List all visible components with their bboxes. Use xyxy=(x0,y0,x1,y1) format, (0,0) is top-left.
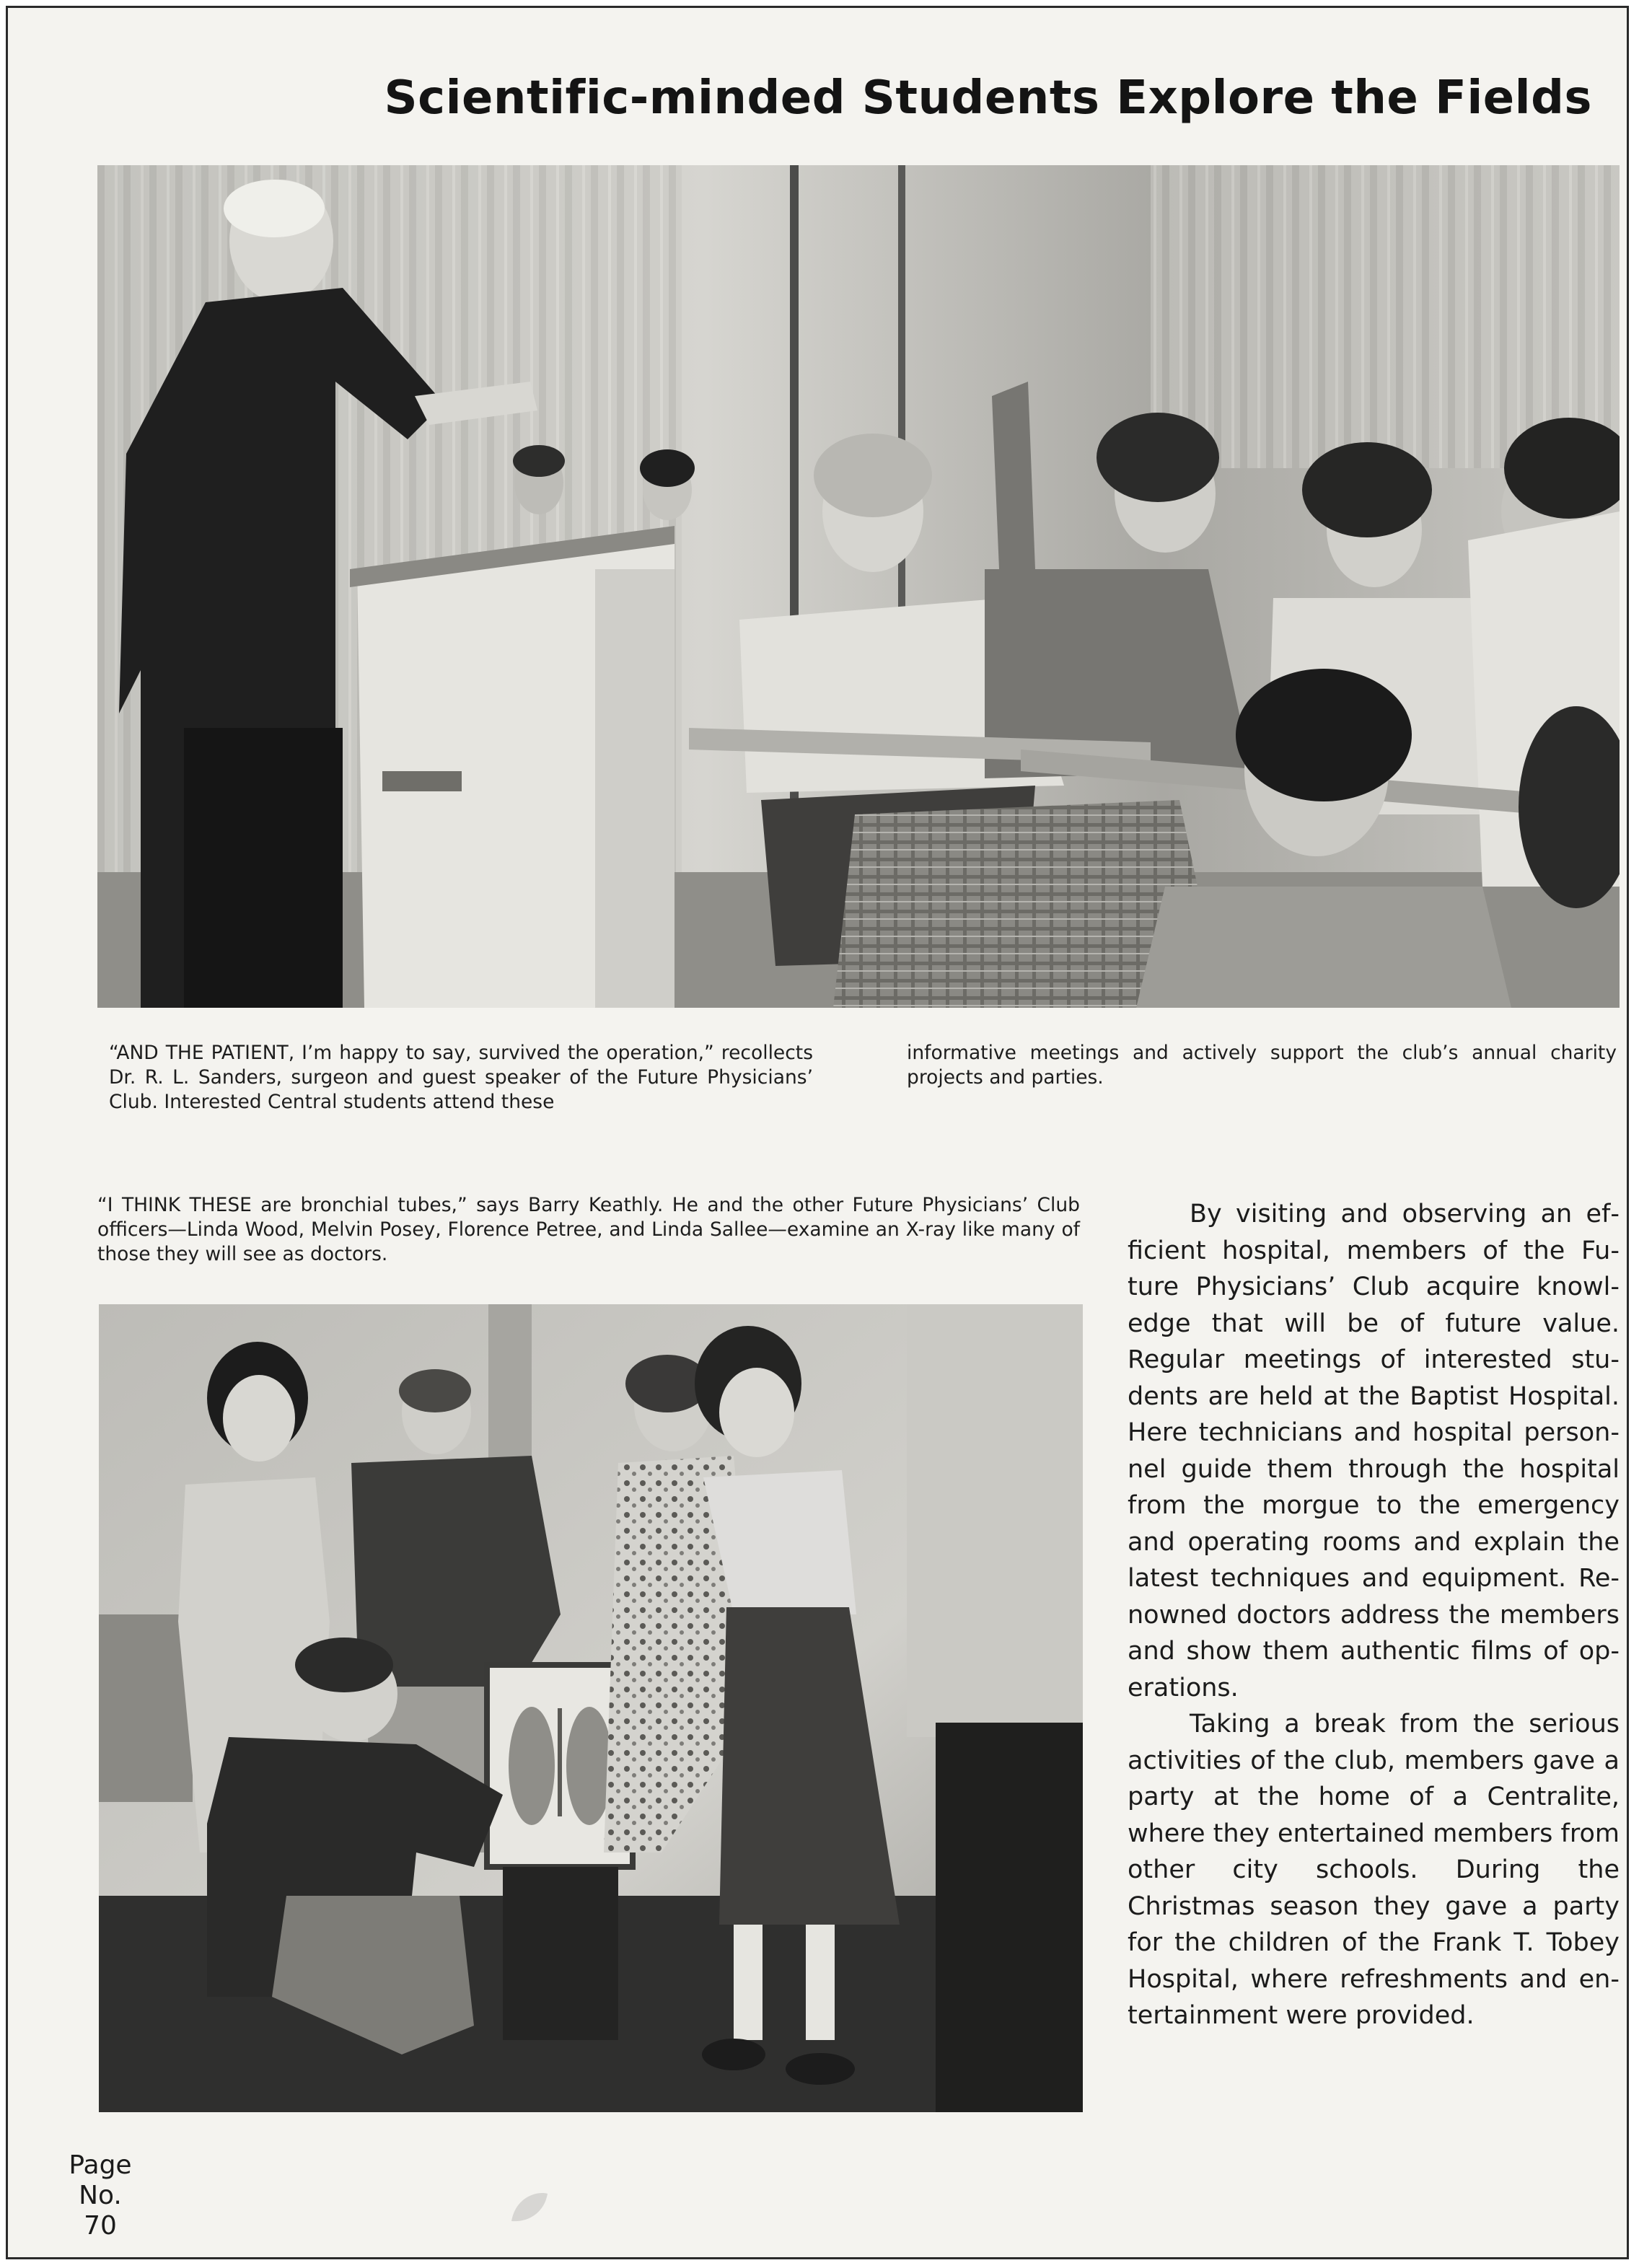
lecture-photo-illustration xyxy=(97,165,1620,1008)
article-body xyxy=(1128,1196,1620,2034)
xray-photo-illustration xyxy=(99,1304,1083,2112)
page-headline: Scientific-minded Students Explore the Fields xyxy=(384,71,1592,125)
lecture-photo-caption-right: informative meetings and actively support the club’s annual charity projects and parties. xyxy=(907,1042,1617,1089)
page-number-label: Page xyxy=(69,2150,132,2180)
yearbook-page xyxy=(6,6,1629,2259)
article-paragraph: By visiting and observing an efficient hospital, members of the Future Physicians’ Club acquire knowledge that will be of future value. Regular meetings of interested students are held at the Baptist Hospital. Here technicians and hospital personnel guide them through the hospital from the morgue to the emergency and operating rooms and explain the latest techniques and equipment. Renowned doctors address the members and show them authentic films of operations. xyxy=(1128,1200,1620,1702)
leaf-watermark-icon xyxy=(509,2189,550,2225)
xray-photo-caption: “I THINK THESE are bronchial tubes,” says Barry Keathly. He and the other Future Physicians’ Club officers—Linda Wood, Melvin Posey, Florence Petree, and Linda Sallee—examine an X-ray like many of those they will see as doctors. xyxy=(97,1194,1080,1265)
article-paragraph: Taking a break from the serious activities of the club, members gave a party at the home of a Centralite, where they entertained members from other city schools. During the Christmas season they gave a party for the children of the Frank T. Tobey Hospital, where refreshments and entertainment were provided. xyxy=(1128,1710,1620,2030)
page-number xyxy=(60,2150,141,2241)
xray-photo xyxy=(99,1304,1083,2112)
lecture-photo xyxy=(97,165,1620,1008)
lecture-photo-caption-left: “AND THE PATIENT, I’m happy to say, survived the operation,” recollects Dr. R. L. Sanders, surgeon and guest speaker of the Future Physicians’ Club. Interested Central students attend these xyxy=(109,1042,813,1113)
page-number-value: 70 xyxy=(84,2211,117,2241)
page-number-abbrev: No. xyxy=(79,2181,122,2210)
